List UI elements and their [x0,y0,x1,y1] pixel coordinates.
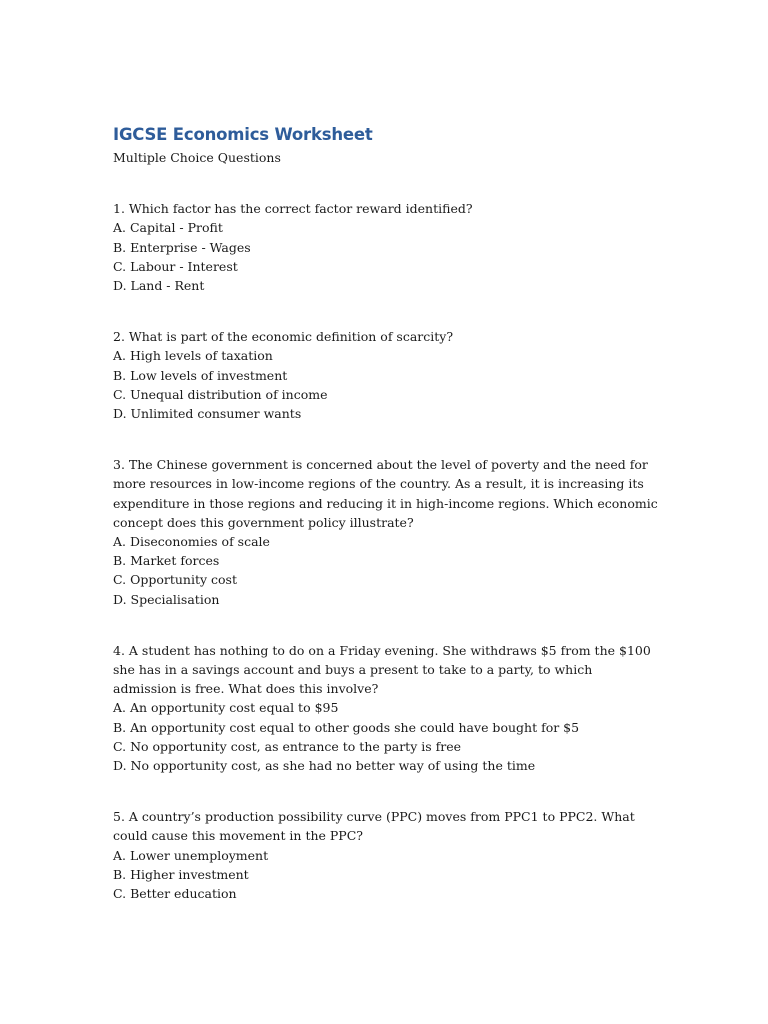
answer-option: A. Capital - Profit [113,220,223,236]
question-stem: 2. What is part of the economic definition of scarcity? [113,329,454,345]
question-2 [113,327,658,423]
answer-option: D. Land - Rent [113,278,205,294]
question-stem: 4. A student has nothing to do on a Friday evening. She withdraws $5 from the $100 she has in a savings account and buys a present to take to a party, to which admission is free. What does this involve? [113,642,655,697]
answer-option: C. Labour - Interest [113,258,238,274]
answer-option: D. Specialisation [113,591,220,607]
answer-option: C. Better education [113,886,237,902]
question-4 [113,641,658,775]
question-stem: 3. The Chinese government is concerned about the level of poverty and the need for more resources in low-income regions of the country. As a result, it is increasing its expenditure in those regions and reducing it in high-income regions. Which economic concept does this government policy illustrate? [113,457,662,530]
answer-option: B. Market forces [113,553,220,569]
answer-option: D. Unlimited consumer wants [113,406,302,422]
question-3 [113,455,662,609]
answer-option: A. High levels of taxation [113,348,273,364]
question-stem: 1. Which factor has the correct factor reward identified? [113,201,473,217]
answer-option: A. An opportunity cost equal to $95 [113,700,339,716]
answer-option: B. Enterprise - Wages [113,239,251,255]
answer-option: C. Unequal distribution of income [113,386,328,402]
answer-option: B. Low levels of investment [113,367,288,383]
document-subtitle: Multiple Choice Questions [113,150,281,165]
question-1 [113,199,658,295]
document-title: IGCSE Economics Worksheet [113,125,373,144]
answer-option: B. An opportunity cost equal to other goods she could have bought for $5 [113,719,580,735]
answer-option: C. No opportunity cost, as entrance to the party is free [113,738,462,754]
answer-option: D. No opportunity cost, as she had no better way of using the time [113,758,536,774]
answer-option: A. Lower unemployment [113,847,269,863]
question-5 [113,807,658,903]
answer-option: C. Opportunity cost [113,572,237,588]
answer-option: B. Higher investment [113,866,249,882]
answer-option: A. Diseconomies of scale [113,534,270,550]
question-stem: 5. A country’s production possibility curve (PPC) moves from PPC1 to PPC2. What could cause this movement in the PPC? [113,809,639,844]
document-body [113,124,662,903]
